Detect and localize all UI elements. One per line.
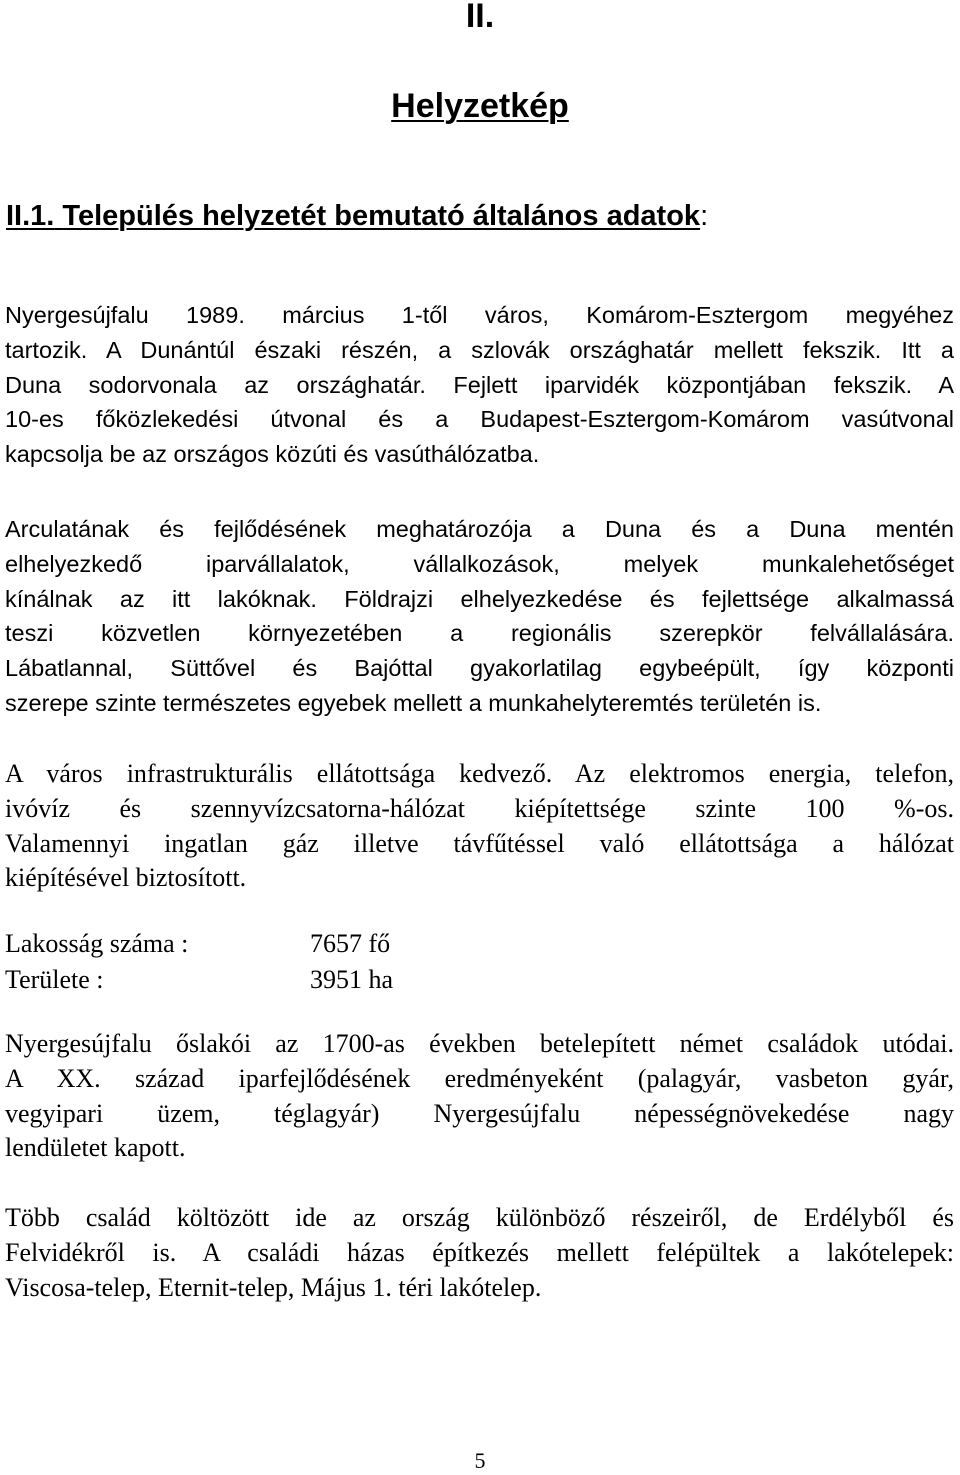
section-number: II.1. <box>6 200 55 232</box>
paragraph-line: kínálnak az itt lakóknak. Földrajzi elhelyezkedése és fejlettsége alkalmassá <box>5 585 954 612</box>
paragraph-character <box>5 512 954 721</box>
paragraph-line: Viscosa-telep, Eternit-telep, Május 1. téri lakótelep. <box>5 1272 542 1302</box>
paragraph-line: A város infrastrukturális ellátottsága kedvező. Az elektromos energia, telefon, <box>5 759 954 788</box>
paragraph-line: kiépítésével biztosított. <box>5 863 247 893</box>
paragraph-line: elhelyezkedő iparvállalatok, vállalkozások, melyek munkalehetőséget <box>5 550 954 577</box>
page-title-text: Helyzetkép <box>391 87 569 125</box>
paragraph-line: Valamennyi ingatlan gáz illetve távfűtéssel való ellátottsága a hálózat <box>5 828 954 858</box>
paragraph-line: lendületet kapott. <box>5 1133 186 1163</box>
area-label: Területe : <box>5 965 104 994</box>
area-value: 3951 ha <box>310 965 394 994</box>
paragraph-history <box>5 1027 954 1166</box>
paragraph-line: tartozik. A Dunántúl északi részén, a szlovák országhatár mellett fekszik. Itt a <box>5 336 954 363</box>
section-heading-text: Település helyzetét bemutató általános adatok <box>62 200 701 232</box>
population-label: Lakosság száma : <box>5 929 189 958</box>
paragraph-line: Több család költözött ide az ország különböző részeiről, de Erdélyből és <box>5 1203 954 1232</box>
section-heading <box>6 196 708 236</box>
page-title <box>0 84 960 128</box>
paragraph-line: kapcsolja be az országos közúti és vasúthálózatba. <box>5 441 540 468</box>
paragraph-line: teszi közvetlen környezetében a regionális szerepkör felvállalására. <box>5 620 954 647</box>
paragraph-line: Nyergesújfalu 1989. március 1-től város, Komárom-Esztergom megyéhez <box>5 302 954 328</box>
paragraph-line: Duna sodorvonala az országhatár. Fejlett iparvidék központjában fekszik. A <box>5 371 954 398</box>
paragraph-line: vegyipari üzem, téglagyár) Nyergesújfalu népességnövekedése nagy <box>5 1098 954 1128</box>
paragraph-line: Felvidékről is. A családi házas építkezés mellett felépültek a lakótelepek: <box>5 1237 954 1267</box>
paragraph-line: 10-es főközlekedési útvonal és a Budapest-Esztergom-Komárom vasútvonal <box>5 406 954 433</box>
paragraph-location <box>5 298 954 472</box>
paragraph-line: Lábatlannal, Süttővel és Bajóttal gyakorlatilag egybeépült, így központi <box>5 655 954 682</box>
page-number: 5 <box>474 1448 486 1473</box>
stat-area <box>5 962 393 998</box>
paragraph-line: Nyergesújfalu őslakói az 1700-as években betelepített német családok utódai. <box>5 1029 954 1058</box>
paragraph-infrastructure <box>5 757 954 896</box>
paragraph-settlement <box>5 1201 954 1305</box>
paragraph-line: A XX. század iparfejlődésének eredményeként (palagyár, vasbeton gyár, <box>5 1063 954 1093</box>
stats-block <box>5 926 393 998</box>
chapter-number: II. <box>465 0 495 35</box>
population-value: 7657 fő <box>310 929 391 958</box>
stat-population <box>5 926 393 962</box>
paragraph-line: ivóvíz és szennyvízcsatorna-hálózat kiépítettsége szinte 100 %-os. <box>5 793 954 823</box>
section-colon: : <box>700 200 709 232</box>
paragraph-line: szerepe szinte természetes egyebek mellett a munkahelyteremtés területén is. <box>5 689 822 716</box>
paragraph-line: Arculatának és fejlődésének meghatározója a Duna és a Duna mentén <box>5 516 954 542</box>
